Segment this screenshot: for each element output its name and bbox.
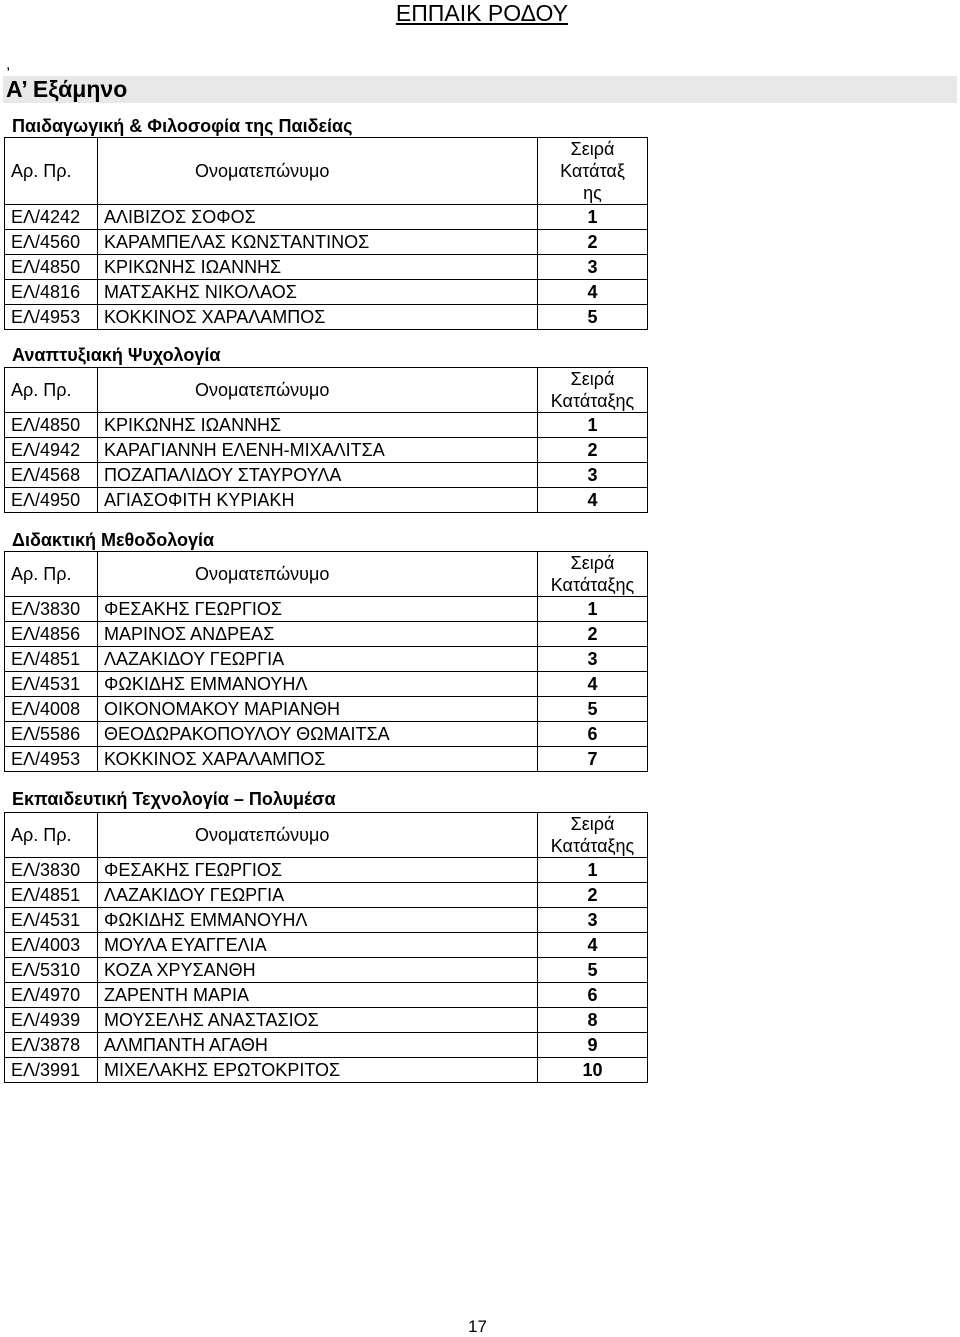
student-id-cell: ΕΛ/4560 (5, 230, 98, 255)
student-id-cell: ΕΛ/4568 (5, 463, 98, 488)
rank-cell: 4 (538, 280, 648, 305)
rank-cell: 1 (538, 858, 648, 883)
column-header-name: Ονοματεπώνυμο (98, 138, 538, 205)
student-id-cell: ΕΛ/4531 (5, 672, 98, 697)
course-roster-table (4, 812, 648, 1083)
student-id-cell: ΕΛ/4939 (5, 1008, 98, 1033)
student-id-cell: ΕΛ/4953 (5, 305, 98, 330)
rank-cell: 10 (538, 1058, 648, 1083)
rank-cell: 3 (538, 463, 648, 488)
student-id-cell: ΕΛ/4242 (5, 205, 98, 230)
student-id-cell: ΕΛ/4851 (5, 647, 98, 672)
course-roster-table (4, 367, 648, 513)
table-row (5, 305, 648, 330)
student-id-cell: ΕΛ/4816 (5, 280, 98, 305)
rank-cell: 3 (538, 255, 648, 280)
table-header-row (5, 813, 648, 858)
student-name-cell: ΚΟΖΑ ΧΡΥΣΑΝΘΗ (98, 958, 538, 983)
table-header-row (5, 368, 648, 413)
column-header-rank-line: Σειρά (570, 369, 615, 389)
student-id-cell: ΕΛ/3991 (5, 1058, 98, 1083)
student-id-cell: ΕΛ/4008 (5, 697, 98, 722)
student-id-cell: ΕΛ/3830 (5, 858, 98, 883)
rank-cell: 5 (538, 697, 648, 722)
student-name-cell: ΟΙΚΟΝΟΜΑΚΟΥ ΜΑΡΙΑΝΘΗ (98, 697, 538, 722)
table-row (5, 672, 648, 697)
student-id-cell: ΕΛ/4851 (5, 883, 98, 908)
student-id-cell: ΕΛ/5310 (5, 958, 98, 983)
table-row (5, 697, 648, 722)
table-row (5, 463, 648, 488)
rank-cell: 4 (538, 933, 648, 958)
table-row (5, 1058, 648, 1083)
course-title: Διδακτική Μεθοδολογία (12, 530, 215, 550)
course-roster-table (4, 551, 648, 772)
student-id-cell: ΕΛ/4953 (5, 747, 98, 772)
student-name-cell: ΜΑΤΣΑΚΗΣ ΝΙΚΟΛΑΟΣ (98, 280, 538, 305)
student-id-cell: ΕΛ/4003 (5, 933, 98, 958)
table-row (5, 205, 648, 230)
table-row (5, 438, 648, 463)
rank-cell: 1 (538, 413, 648, 438)
rank-cell: 5 (538, 305, 648, 330)
student-name-cell: ΚΡΙΚΩΝΗΣ ΙΩΑΝΝΗΣ (98, 255, 538, 280)
column-header-id: Αρ. Πρ. (5, 813, 98, 858)
rank-cell: 8 (538, 1008, 648, 1033)
table-row (5, 597, 648, 622)
table-row (5, 647, 648, 672)
student-name-cell: ΜΟΥΛΑ ΕΥΑΓΓΕΛΙΑ (98, 933, 538, 958)
student-name-cell: ΛΑΖΑΚΙΔΟΥ ΓΕΩΡΓΙΑ (98, 883, 538, 908)
student-name-cell: ΛΑΖΑΚΙΔΟΥ ΓΕΩΡΓΙΑ (98, 647, 538, 672)
table-header-row (5, 138, 648, 205)
column-header-rank-line: Κατάταξης (550, 575, 635, 595)
column-header-rank (538, 138, 648, 205)
rank-cell: 6 (538, 983, 648, 1008)
student-name-cell: ΚΡΙΚΩΝΗΣ ΙΩΑΝΝΗΣ (98, 413, 538, 438)
student-name-cell: ΦΩΚΙΔΗΣ ΕΜΜΑΝΟΥΗΛ (98, 672, 538, 697)
student-name-cell: ΦΕΣΑΚΗΣ ΓΕΩΡΓΙΟΣ (98, 597, 538, 622)
rank-cell: 4 (538, 488, 648, 513)
course-title: Αναπτυξιακή Ψυχολογία (12, 345, 221, 365)
table-row (5, 908, 648, 933)
course-title: Εκπαιδευτική Τεχνολογία – Πολυμέσα (12, 789, 336, 809)
rank-cell: 3 (538, 647, 648, 672)
table-row (5, 747, 648, 772)
column-header-id: Αρ. Πρ. (5, 138, 98, 205)
table-row (5, 622, 648, 647)
student-name-cell: ΦΩΚΙΔΗΣ ΕΜΜΑΝΟΥΗΛ (98, 908, 538, 933)
student-id-cell: ΕΛ/5586 (5, 722, 98, 747)
column-header-rank-line: Κατάταξ (560, 161, 625, 181)
table-row (5, 255, 648, 280)
student-id-cell: ΕΛ/4856 (5, 622, 98, 647)
student-id-cell: ΕΛ/4850 (5, 255, 98, 280)
semester-band (3, 76, 957, 103)
table-row (5, 983, 648, 1008)
stray-mark: , (6, 56, 11, 73)
column-header-id: Αρ. Πρ. (5, 552, 98, 597)
rank-cell: 5 (538, 958, 648, 983)
table-row (5, 858, 648, 883)
course-title: Παιδαγωγική & Φιλοσοφία της Παιδείας (12, 116, 353, 136)
student-name-cell: ΜΑΡΙΝΟΣ ΑΝΔΡΕΑΣ (98, 622, 538, 647)
student-name-cell: ΦΕΣΑΚΗΣ ΓΕΩΡΓΙΟΣ (98, 858, 538, 883)
rank-cell: 1 (538, 597, 648, 622)
student-id-cell: ΕΛ/3878 (5, 1033, 98, 1058)
table-header-row (5, 552, 648, 597)
column-header-name: Ονοματεπώνυμο (98, 813, 538, 858)
column-header-rank-line: Σειρά (570, 553, 615, 573)
rank-cell: 2 (538, 438, 648, 463)
rank-cell: 9 (538, 1033, 648, 1058)
table-row (5, 958, 648, 983)
table-row (5, 230, 648, 255)
student-name-cell: ΠΟΖΑΠΑΛΙΔΟΥ ΣΤΑΥΡΟΥΛΑ (98, 463, 538, 488)
student-name-cell: ΚΑΡΑΓΙΑΝΝΗ ΕΛΕΝΗ-ΜΙΧΑΛΙΤΣΑ (98, 438, 538, 463)
column-header-rank-line: Σειρά (570, 814, 615, 834)
student-name-cell: ΖΑΡΕΝΤΗ ΜΑΡΙΑ (98, 983, 538, 1008)
semester-title: Α’ Εξάμηνο (6, 76, 128, 102)
student-name-cell: ΑΓΙΑΣΟΦΙΤΗ ΚΥΡΙΑΚΗ (98, 488, 538, 513)
column-header-rank-line: Σειρά (570, 139, 615, 159)
student-id-cell: ΕΛ/4942 (5, 438, 98, 463)
student-id-cell: ΕΛ/4850 (5, 413, 98, 438)
column-header-id: Αρ. Πρ. (5, 368, 98, 413)
page-number: 17 (468, 1317, 487, 1336)
column-header-name: Ονοματεπώνυμο (98, 552, 538, 597)
table-row (5, 413, 648, 438)
rank-cell: 1 (538, 205, 648, 230)
column-header-rank (538, 368, 648, 413)
student-name-cell: ΑΛΙΒΙΖΟΣ ΣΟΦΟΣ (98, 205, 538, 230)
student-name-cell: ΚΟΚΚΙΝΟΣ ΧΑΡΑΛΑΜΠΟΣ (98, 747, 538, 772)
table-row (5, 1033, 648, 1058)
column-header-rank (538, 813, 648, 858)
rank-cell: 3 (538, 908, 648, 933)
column-header-rank (538, 552, 648, 597)
student-name-cell: ΚΑΡΑΜΠΕΛΑΣ ΚΩΝΣΤΑΝΤΙΝΟΣ (98, 230, 538, 255)
table-row (5, 722, 648, 747)
rank-cell: 2 (538, 230, 648, 255)
rank-cell: 2 (538, 622, 648, 647)
student-name-cell: ΚΟΚΚΙΝΟΣ ΧΑΡΑΛΑΜΠΟΣ (98, 305, 538, 330)
column-header-name: Ονοματεπώνυμο (98, 368, 538, 413)
column-header-rank-line: Κατάταξης (550, 836, 635, 856)
student-id-cell: ΕΛ/4970 (5, 983, 98, 1008)
table-row (5, 1008, 648, 1033)
column-header-rank-line: ης (583, 183, 602, 203)
column-header-rank-line: Κατάταξης (550, 391, 635, 411)
rank-cell: 6 (538, 722, 648, 747)
student-name-cell: ΘΕΟΔΩΡΑΚΟΠΟΥΛΟΥ ΘΩΜΑΙΤΣΑ (98, 722, 538, 747)
student-id-cell: ΕΛ/4950 (5, 488, 98, 513)
student-id-cell: ΕΛ/4531 (5, 908, 98, 933)
rank-cell: 2 (538, 883, 648, 908)
student-id-cell: ΕΛ/3830 (5, 597, 98, 622)
student-name-cell: ΑΛΜΠΑΝΤΗ ΑΓΑΘΗ (98, 1033, 538, 1058)
table-row (5, 933, 648, 958)
course-roster-table (4, 137, 648, 330)
table-row (5, 488, 648, 513)
table-row (5, 883, 648, 908)
document-header-title: ΕΠΠΑΙΚ ΡΟΔΟΥ (395, 0, 568, 26)
rank-cell: 7 (538, 747, 648, 772)
rank-cell: 4 (538, 672, 648, 697)
table-row (5, 280, 648, 305)
student-name-cell: ΜΙΧΕΛΑΚΗΣ ΕΡΩΤΟΚΡΙΤΟΣ (98, 1058, 538, 1083)
student-name-cell: ΜΟΥΣΕΛΗΣ ΑΝΑΣΤΑΣΙΟΣ (98, 1008, 538, 1033)
